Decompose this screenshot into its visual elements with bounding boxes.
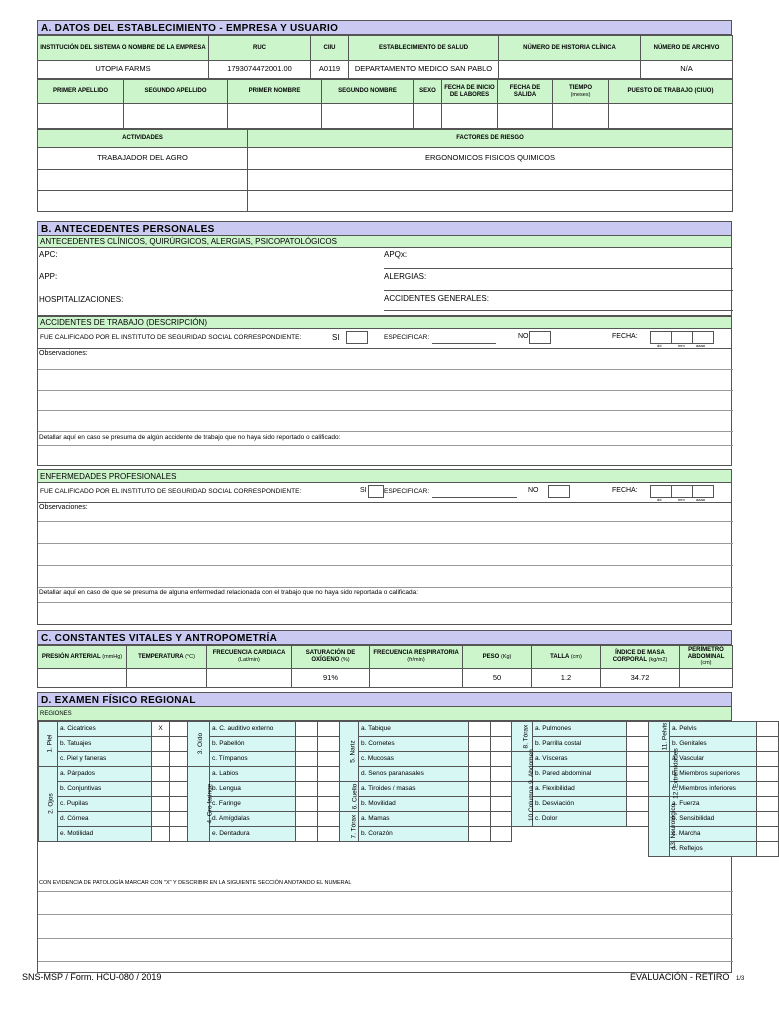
region-mark-cell[interactable] bbox=[469, 752, 491, 767]
general-accidents-label: ACCIDENTES GENERALES: bbox=[384, 294, 489, 303]
region-group-name: 12. Extremidades bbox=[672, 748, 680, 800]
region-table bbox=[648, 721, 779, 857]
vital-header bbox=[292, 646, 370, 669]
header-sex: SEXO bbox=[414, 80, 442, 104]
header-second-name: SEGUNDO NOMBRE bbox=[322, 80, 414, 104]
vital-header bbox=[532, 646, 601, 669]
region-mark-cell[interactable] bbox=[296, 767, 318, 782]
region-item: a. Tabique bbox=[359, 722, 469, 737]
region-mark-cell[interactable]: X bbox=[152, 722, 170, 737]
region-table bbox=[38, 721, 188, 842]
region-item: d. Córnea bbox=[58, 812, 152, 827]
region-group-label bbox=[340, 782, 359, 812]
region-extra-cell[interactable] bbox=[170, 782, 188, 797]
vital-value[interactable]: 91% bbox=[292, 669, 370, 688]
notes-line bbox=[38, 914, 733, 915]
vital-header-label: FRECUENCIA RESPIRATORIA bbox=[373, 650, 459, 657]
region-group-name: 6. Cuello bbox=[351, 783, 359, 810]
vital-header bbox=[601, 646, 680, 669]
region-item: b. Lengua bbox=[210, 782, 296, 797]
section-d bbox=[37, 692, 740, 973]
region-mark-cell[interactable] bbox=[757, 782, 779, 797]
region-extra-cell[interactable] bbox=[318, 722, 340, 737]
section-c bbox=[37, 630, 732, 688]
activities-table bbox=[37, 129, 733, 212]
region-mark-cell[interactable] bbox=[296, 797, 318, 812]
region-group-name: 8. Tórax bbox=[522, 724, 530, 749]
exit-date-field[interactable] bbox=[498, 104, 553, 129]
notes-line bbox=[38, 410, 733, 411]
apq-label: APQx: bbox=[384, 250, 408, 259]
region-item: e. Motilidad bbox=[58, 827, 152, 842]
region-group-label bbox=[39, 722, 58, 767]
header-file-number: NÚMERO DE ARCHIVO bbox=[641, 36, 733, 61]
header-second-surname: SEGUNDO APELLIDO bbox=[124, 80, 228, 104]
region-extra-cell[interactable] bbox=[318, 737, 340, 752]
region-item: d. Amígdalas bbox=[210, 812, 296, 827]
region-extra-cell[interactable] bbox=[491, 752, 512, 767]
region-table bbox=[187, 721, 340, 842]
pathology-note: CON EVIDENCIA DE PATOLOGÍA MARCAR CON "X" Y DESCRIBIR EN LA SIGUIENTE SECCIÓN ANOTANDO EL NUMERAL bbox=[39, 880, 352, 886]
region-group-name: 4. Oro faringe bbox=[206, 784, 214, 824]
risk-factors-field[interactable] bbox=[248, 191, 733, 212]
region-group-name: 2. Ojos bbox=[47, 793, 55, 815]
header-institution: INSTITUCIÓN DEL SISTEMA O NOMBRE DE LA EMPRESA bbox=[38, 36, 209, 61]
occupational-diseases-specify-line[interactable] bbox=[432, 497, 517, 498]
job-position-field[interactable] bbox=[609, 104, 733, 129]
region-extra-cell[interactable] bbox=[318, 812, 340, 827]
region-mark-cell[interactable] bbox=[627, 767, 649, 782]
region-item: c. Piel y faneras bbox=[58, 752, 152, 767]
occupational-diseases-si-checkbox[interactable] bbox=[368, 485, 384, 498]
region-table bbox=[339, 721, 512, 842]
work-accidents-si-label: SI bbox=[332, 333, 340, 342]
clinical-history-value[interactable] bbox=[499, 61, 641, 79]
notes-line bbox=[38, 891, 733, 892]
region-item: a. Fuerza bbox=[670, 797, 757, 812]
notes-line bbox=[38, 961, 733, 962]
vital-value[interactable] bbox=[38, 669, 127, 688]
region-group-name: 13. Neurológico bbox=[670, 803, 678, 850]
vital-header-label: FRECUENCIA CARDIACA bbox=[212, 650, 286, 657]
region-group-name: 9. Abdomen bbox=[527, 749, 535, 784]
occupational-diseases-mm-caption: mm bbox=[678, 497, 685, 502]
region-item: c. Tímpanos bbox=[210, 752, 296, 767]
region-extra-cell[interactable] bbox=[491, 737, 512, 752]
ruc-value[interactable]: 1793074472001.00 bbox=[209, 61, 311, 79]
notes-line bbox=[38, 602, 733, 603]
header-start-date: FECHA DE INICIO DE LABORES bbox=[442, 80, 498, 104]
region-mark-cell[interactable] bbox=[469, 797, 491, 812]
region-mark-cell[interactable] bbox=[627, 752, 649, 767]
ciiu-value[interactable]: A0119 bbox=[311, 61, 349, 79]
activities-field[interactable] bbox=[38, 170, 248, 191]
time-field[interactable] bbox=[553, 104, 609, 129]
region-item: a. Pelvis bbox=[670, 722, 757, 737]
notes-line bbox=[38, 390, 733, 391]
vital-value[interactable]: 34.72 bbox=[601, 669, 680, 688]
region-extra-cell[interactable] bbox=[491, 782, 512, 797]
work-accidents-dd-caption: dd bbox=[657, 343, 662, 348]
region-item: c. Miembros inferiores bbox=[670, 782, 757, 797]
vital-value[interactable] bbox=[370, 669, 463, 688]
region-mark-cell[interactable] bbox=[757, 842, 779, 857]
region-mark-cell[interactable] bbox=[296, 737, 318, 752]
second-surname-field[interactable] bbox=[124, 104, 228, 129]
occupational-diseases-notes[interactable] bbox=[37, 503, 732, 625]
vital-header bbox=[370, 646, 463, 669]
vital-header bbox=[38, 646, 127, 669]
region-group-name: 7. Tórax bbox=[350, 814, 358, 839]
region-item: b. Parrilla costal bbox=[533, 737, 627, 752]
risk-factors-value[interactable]: ERGONOMICOS FISICOS QUIMICOS bbox=[248, 148, 733, 170]
occupational-diseases-detail-label: Detallar aquí en caso de que se presuma de alguna enfermedad relacionada con el trabajo que no haya sido reportada o calificada: bbox=[39, 589, 419, 596]
vitals-table bbox=[37, 645, 733, 688]
region-item: d. Senos paranasales bbox=[359, 767, 469, 782]
region-item: a. Vísceras bbox=[533, 752, 627, 767]
region-item: a. C. auditivo externo bbox=[210, 722, 296, 737]
occupational-diseases-aaaa-caption: aaaa bbox=[696, 497, 705, 502]
occupational-diseases-si-label: SI bbox=[360, 487, 367, 494]
region-column bbox=[648, 721, 778, 879]
region-mark-cell[interactable] bbox=[757, 737, 779, 752]
allergies-line[interactable] bbox=[384, 290, 733, 291]
region-mark-cell[interactable] bbox=[296, 782, 318, 797]
risk-factors-field[interactable] bbox=[248, 170, 733, 191]
region-mark-cell[interactable] bbox=[757, 827, 779, 842]
regions-grid bbox=[38, 721, 740, 879]
region-item: c. Dolor bbox=[533, 812, 627, 827]
region-extra-cell[interactable] bbox=[491, 812, 512, 827]
work-accidents-question: FUE CALIFICADO POR EL INSTITUTO DE SEGURIDAD SOCIAL CORRESPONDIENTE: bbox=[40, 334, 302, 341]
region-extra-cell[interactable] bbox=[318, 827, 340, 842]
notes-line bbox=[38, 938, 733, 939]
vital-header-label: TALLA bbox=[550, 653, 570, 660]
section-a-title: A. DATOS DEL ESTABLECIMIENTO - EMPRESA Y USUARIO bbox=[37, 20, 732, 35]
notes-line bbox=[38, 521, 733, 522]
work-accidents-specify-label: ESPECIFICAR: bbox=[384, 334, 430, 341]
region-mark-cell[interactable] bbox=[296, 722, 318, 737]
region-item: c. Pupilas bbox=[58, 797, 152, 812]
vital-header-unit: (cm) bbox=[700, 660, 712, 667]
occupational-diseases-no-label: NO bbox=[528, 487, 539, 494]
region-extra-cell[interactable] bbox=[318, 782, 340, 797]
region-extra-cell[interactable] bbox=[491, 722, 512, 737]
region-mark-cell[interactable] bbox=[627, 782, 649, 797]
region-item: a. Cicatrices bbox=[58, 722, 152, 737]
region-item: a. Mamas bbox=[359, 812, 469, 827]
region-item: b. Movilidad bbox=[359, 797, 469, 812]
region-group-label bbox=[340, 722, 359, 782]
first-name-field[interactable] bbox=[228, 104, 322, 129]
hospitalizations-label: HOSPITALIZACIONES: bbox=[39, 295, 124, 304]
region-extra-cell[interactable] bbox=[170, 797, 188, 812]
sex-field[interactable] bbox=[414, 104, 442, 129]
region-mark-cell[interactable] bbox=[152, 767, 170, 782]
region-item: e. Dentadura bbox=[210, 827, 296, 842]
vital-value[interactable] bbox=[680, 669, 733, 688]
section-b bbox=[37, 221, 732, 316]
general-accidents-line[interactable] bbox=[384, 310, 733, 311]
work-accidents-notes[interactable] bbox=[37, 349, 732, 466]
region-item: b. Corazón bbox=[359, 827, 469, 842]
region-item: b. Desviación bbox=[533, 797, 627, 812]
header-ciiu: CIIU bbox=[311, 36, 349, 61]
header-ruc: RUC bbox=[209, 36, 311, 61]
time-unit: (meses) bbox=[570, 91, 591, 98]
region-item: b. Tatuajes bbox=[58, 737, 152, 752]
region-group-name: 3. Oído bbox=[197, 733, 205, 755]
region-mark-cell[interactable] bbox=[296, 752, 318, 767]
vital-header-label: PERÍMETRO ABDOMINAL bbox=[687, 647, 725, 660]
time-label: TIEMPO bbox=[568, 84, 592, 91]
region-extra-cell[interactable] bbox=[491, 797, 512, 812]
vital-value[interactable]: 1.2 bbox=[532, 669, 601, 688]
vital-header-unit: (cm) bbox=[570, 653, 582, 660]
region-item: b. Pabellón bbox=[210, 737, 296, 752]
activities-field[interactable] bbox=[38, 191, 248, 212]
region-item: a. Tiroides / masas bbox=[359, 782, 469, 797]
work-accidents-detail-label: Detallar aquí en caso se presuma de algún accidente de trabajo que no haya sido reportado o calificado: bbox=[39, 434, 341, 441]
page-number: 1/3 bbox=[736, 976, 745, 982]
section-c-title: C. CONSTANTES VITALES Y ANTROPOMETRÍA bbox=[37, 630, 732, 645]
region-mark-cell[interactable] bbox=[152, 812, 170, 827]
region-mark-cell[interactable] bbox=[152, 737, 170, 752]
occupational-diseases-date-label: FECHA: bbox=[612, 487, 638, 494]
region-mark-cell[interactable] bbox=[296, 812, 318, 827]
region-group-label bbox=[649, 797, 678, 857]
notes-line bbox=[38, 431, 733, 432]
region-mark-cell[interactable] bbox=[469, 722, 491, 737]
region-item: b. Sensibilidad bbox=[670, 812, 757, 827]
occupational-diseases-no-checkbox[interactable] bbox=[548, 485, 570, 498]
region-extra-cell[interactable] bbox=[318, 767, 340, 782]
work-accidents-no-label: NO bbox=[518, 333, 529, 340]
region-mark-cell[interactable] bbox=[469, 767, 491, 782]
region-table bbox=[511, 721, 649, 827]
notes-line bbox=[38, 445, 733, 446]
region-extra-cell[interactable] bbox=[170, 737, 188, 752]
region-mark-cell[interactable] bbox=[296, 827, 318, 842]
region-group-label bbox=[512, 749, 535, 784]
region-item: a. Flexibilidad bbox=[533, 782, 627, 797]
region-extra-cell[interactable] bbox=[318, 752, 340, 767]
section-b-subtitle: ANTECEDENTES CLÍNICOS, QUIRÚRGICOS, ALERGIAS, PSICOPATOLÓGICOS bbox=[37, 236, 732, 248]
region-mark-cell[interactable] bbox=[469, 737, 491, 752]
region-item: a. Vascular bbox=[670, 752, 757, 767]
region-item: b. Miembros superiores bbox=[670, 767, 757, 782]
vital-header bbox=[207, 646, 292, 669]
work-accidents-title: ACCIDENTES DE TRABAJO (DESCRIPCIÓN) bbox=[37, 316, 732, 329]
header-exit-date: FECHA DE SALIDA bbox=[498, 80, 553, 104]
occupational-diseases-question: FUE CALIFICADO POR EL INSTITUTO DE SEGURIDAD SOCIAL CORRESPONDIENTE: bbox=[40, 488, 302, 495]
vital-header bbox=[127, 646, 207, 669]
region-column bbox=[511, 721, 648, 879]
region-column bbox=[38, 721, 187, 879]
header-first-name: PRIMER NOMBRE bbox=[228, 80, 322, 104]
vital-header-label: PRESIÓN ARTERIAL bbox=[41, 653, 101, 660]
region-group-label bbox=[340, 812, 359, 842]
section-d-title: D. EXAMEN FÍSICO REGIONAL bbox=[37, 692, 732, 707]
vital-header-unit: (Lat/min) bbox=[238, 657, 260, 663]
region-mark-cell[interactable] bbox=[627, 812, 649, 827]
allergies-label: ALERGIAS: bbox=[384, 272, 427, 281]
region-group-label bbox=[512, 722, 533, 752]
region-item: b. Genitales bbox=[670, 737, 757, 752]
section-a bbox=[37, 20, 732, 212]
region-extra-cell[interactable] bbox=[170, 752, 188, 767]
establishment-table bbox=[37, 35, 733, 79]
region-group-name: 11. Pelvis bbox=[661, 722, 669, 751]
region-item: c. Mucosas bbox=[359, 752, 469, 767]
header-job-position: PUESTO DE TRABAJO (CIUO) bbox=[609, 80, 733, 104]
region-item: c. Marcha bbox=[670, 827, 757, 842]
activities-value[interactable]: TRABAJADOR DEL AGRO bbox=[38, 148, 248, 170]
work-accidents-date-label: FECHA: bbox=[612, 333, 638, 340]
institution-value[interactable]: UTOPIA FARMS bbox=[38, 61, 209, 79]
header-health-establishment: ESTABLECIMIENTO DE SALUD bbox=[349, 36, 499, 61]
vital-header bbox=[463, 646, 532, 669]
work-accidents-aaaa-caption: aaaa bbox=[696, 343, 705, 348]
region-item: d. Reflejos bbox=[670, 842, 757, 857]
notes-line bbox=[38, 587, 733, 588]
region-mark-cell[interactable] bbox=[152, 797, 170, 812]
apc-label: APC: bbox=[39, 250, 58, 259]
region-group-label bbox=[188, 767, 214, 842]
work-accidents-specify-line[interactable] bbox=[432, 343, 496, 344]
region-extra-cell[interactable] bbox=[318, 797, 340, 812]
region-mark-cell[interactable] bbox=[757, 797, 779, 812]
region-mark-cell[interactable] bbox=[627, 722, 649, 737]
region-mark-cell[interactable] bbox=[757, 767, 779, 782]
notes-line bbox=[38, 369, 733, 370]
region-mark-cell[interactable] bbox=[757, 752, 779, 767]
region-group-label bbox=[39, 767, 58, 842]
occupational-diseases-section bbox=[37, 469, 732, 625]
vital-header-unit: (fr/min) bbox=[407, 657, 425, 663]
region-mark-cell[interactable] bbox=[152, 752, 170, 767]
first-surname-field[interactable] bbox=[38, 104, 124, 129]
file-number-value[interactable]: N/A bbox=[641, 61, 733, 79]
region-mark-cell[interactable] bbox=[152, 782, 170, 797]
occupational-diseases-dd-caption: dd bbox=[657, 497, 662, 502]
vital-header-unit: (Kg) bbox=[500, 653, 512, 660]
app-label: APP: bbox=[39, 272, 58, 281]
region-extra-cell[interactable] bbox=[491, 827, 512, 842]
apq-line[interactable] bbox=[384, 268, 733, 269]
region-extra-cell[interactable] bbox=[170, 812, 188, 827]
region-mark-cell[interactable] bbox=[152, 827, 170, 842]
region-group-label bbox=[649, 748, 680, 800]
region-extra-cell[interactable] bbox=[491, 767, 512, 782]
form-code: SNS-MSP / Form. HCU-080 / 2019 bbox=[22, 972, 162, 982]
patient-table bbox=[37, 79, 733, 129]
region-item: c. Faringe bbox=[210, 797, 296, 812]
work-accidents-section bbox=[37, 316, 732, 466]
start-date-field[interactable] bbox=[442, 104, 498, 129]
vital-value[interactable] bbox=[207, 669, 292, 688]
region-mark-cell[interactable] bbox=[469, 812, 491, 827]
region-item: a. Pulmones bbox=[533, 722, 627, 737]
health-establishment-value[interactable]: DEPARTAMENTO MEDICO SAN PABLO bbox=[349, 61, 499, 79]
region-group-label bbox=[512, 782, 533, 827]
header-risk-factors: FACTORES DE RIESGO bbox=[248, 130, 733, 148]
vital-header-label: SATURACIÓN DE OXÍGENO bbox=[305, 650, 356, 663]
region-mark-cell[interactable] bbox=[469, 782, 491, 797]
form-type: EVALUACIÓN - RETIRO bbox=[630, 972, 730, 982]
work-accidents-mm-caption: mm bbox=[678, 343, 685, 348]
region-item: b. Cornetes bbox=[359, 737, 469, 752]
occupational-diseases-question-row bbox=[37, 483, 732, 503]
vital-value[interactable] bbox=[127, 669, 207, 688]
header-clinical-history: NÚMERO DE HISTORIA CLÍNICA bbox=[499, 36, 641, 61]
second-name-field[interactable] bbox=[322, 104, 414, 129]
region-item: a. Labios bbox=[210, 767, 296, 782]
occupational-diseases-specify-label: ESPECIFICAR: bbox=[384, 488, 430, 495]
region-mark-cell[interactable] bbox=[469, 827, 491, 842]
vital-header-unit: (kg/m2) bbox=[648, 657, 668, 663]
region-mark-cell[interactable] bbox=[757, 812, 779, 827]
region-group-name: 10.Columna bbox=[527, 786, 535, 822]
header-activities: ACTIVIDADES bbox=[38, 130, 248, 148]
vital-value[interactable]: 50 bbox=[463, 669, 532, 688]
vital-header-label: PESO bbox=[482, 653, 500, 660]
work-accidents-si-checkbox[interactable] bbox=[346, 331, 368, 344]
vital-header-unit: (°C) bbox=[185, 653, 195, 660]
notes-line bbox=[38, 565, 733, 566]
occupational-diseases-observations-label: Observaciones: bbox=[39, 504, 88, 511]
vital-header bbox=[680, 646, 733, 669]
vital-header-unit: (%) bbox=[341, 657, 350, 663]
work-accidents-observations-label: Observaciones: bbox=[39, 350, 88, 357]
region-group-label bbox=[649, 722, 670, 752]
header-first-surname: PRIMER APELLIDO bbox=[38, 80, 124, 104]
regions-label: REGIONES bbox=[37, 707, 732, 721]
region-group-label bbox=[188, 722, 210, 767]
region-item: a. Párpados bbox=[58, 767, 152, 782]
occupational-diseases-title: ENFERMEDADES PROFESIONALES bbox=[37, 469, 732, 483]
vital-header-unit: (mmHg) bbox=[102, 653, 123, 660]
region-item: b. Pared abdominal bbox=[533, 767, 627, 782]
header-time bbox=[553, 80, 609, 104]
region-extra-cell[interactable] bbox=[170, 767, 188, 782]
region-mark-cell[interactable] bbox=[757, 722, 779, 737]
work-accidents-no-checkbox[interactable] bbox=[529, 331, 551, 344]
personal-history-box bbox=[37, 248, 732, 316]
work-accidents-question-row bbox=[37, 329, 732, 349]
region-extra-cell[interactable] bbox=[170, 722, 188, 737]
region-mark-cell[interactable] bbox=[627, 737, 649, 752]
region-extra-cell[interactable] bbox=[170, 827, 188, 842]
vital-header-label: ÍNDICE DE MASA CORPORAL bbox=[612, 650, 665, 663]
vital-header-label: TEMPERATURA bbox=[138, 653, 184, 660]
region-column bbox=[339, 721, 511, 879]
region-group-name: 5. Nariz bbox=[349, 740, 357, 763]
region-group-name: 1. Piel bbox=[46, 734, 54, 754]
section-b-title: B. ANTECEDENTES PERSONALES bbox=[37, 221, 732, 236]
region-item: b. Conjuntivas bbox=[58, 782, 152, 797]
notes-line bbox=[38, 543, 733, 544]
regional-exam-box bbox=[37, 721, 740, 973]
region-column bbox=[187, 721, 339, 879]
region-mark-cell[interactable] bbox=[627, 797, 649, 812]
